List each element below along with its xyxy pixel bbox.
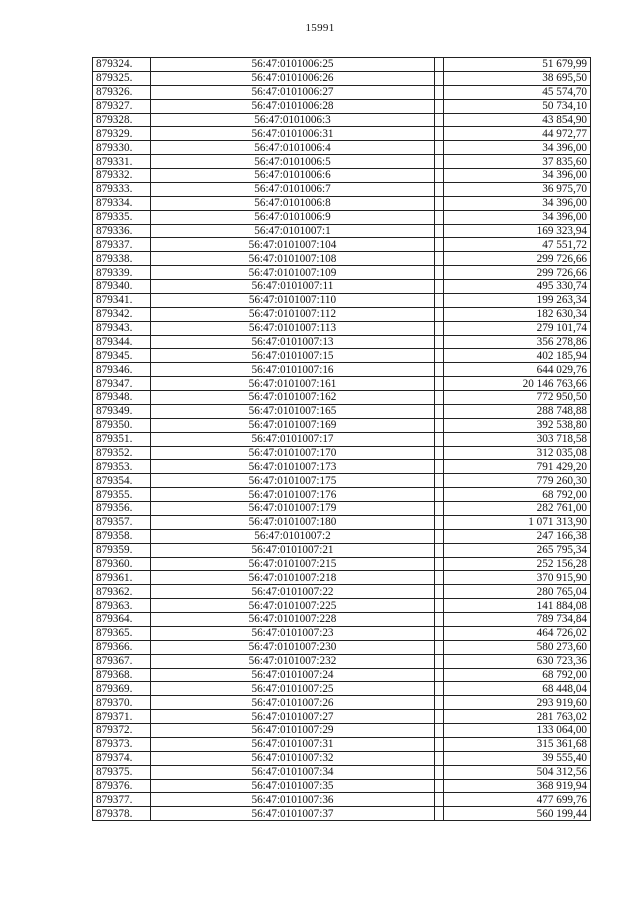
row-number-cell: 879337. xyxy=(93,238,151,252)
column-gap xyxy=(435,349,444,363)
cadastral-number-cell: 56:47:0101007:22 xyxy=(151,585,435,599)
table-row xyxy=(93,71,591,85)
column-gap xyxy=(435,252,444,266)
column-gap xyxy=(435,266,444,280)
cadastral-value-cell: 169 323,94 xyxy=(444,224,591,238)
row-number-cell: 879354. xyxy=(93,474,151,488)
cadastral-number-cell: 56:47:0101007:170 xyxy=(151,446,435,460)
column-gap xyxy=(435,155,444,169)
cadastral-value-cell: 477 699,76 xyxy=(444,793,591,807)
cadastral-value-cell: 43 854,90 xyxy=(444,113,591,127)
column-gap xyxy=(435,71,444,85)
table-row xyxy=(93,807,591,821)
cadastral-value-cell: 789 734,84 xyxy=(444,613,591,627)
table-row xyxy=(93,127,591,141)
table-row xyxy=(93,85,591,99)
table-row xyxy=(93,377,591,391)
column-gap xyxy=(435,460,444,474)
cadastral-value-cell: 464 726,02 xyxy=(444,626,591,640)
cadastral-number-cell: 56:47:0101007:175 xyxy=(151,474,435,488)
cadastral-value-table xyxy=(92,57,591,821)
column-gap xyxy=(435,280,444,294)
row-number-cell: 879363. xyxy=(93,599,151,613)
table-row xyxy=(93,543,591,557)
row-number-cell: 879326. xyxy=(93,85,151,99)
table-row xyxy=(93,737,591,751)
column-gap xyxy=(435,182,444,196)
row-number-cell: 879362. xyxy=(93,585,151,599)
table-row xyxy=(93,765,591,779)
column-gap xyxy=(435,210,444,224)
cadastral-number-cell: 56:47:0101006:27 xyxy=(151,85,435,99)
row-number-cell: 879328. xyxy=(93,113,151,127)
table-row xyxy=(93,557,591,571)
table-row xyxy=(93,502,591,516)
cadastral-value-cell: 288 748,88 xyxy=(444,404,591,418)
cadastral-value-cell: 34 396,00 xyxy=(444,169,591,183)
table-row xyxy=(93,571,591,585)
row-number-cell: 879378. xyxy=(93,807,151,821)
table-row xyxy=(93,654,591,668)
cadastral-number-cell: 56:47:0101007:31 xyxy=(151,737,435,751)
table-row xyxy=(93,335,591,349)
cadastral-number-cell: 56:47:0101006:4 xyxy=(151,141,435,155)
cadastral-number-cell: 56:47:0101007:215 xyxy=(151,557,435,571)
row-number-cell: 879341. xyxy=(93,293,151,307)
table-row xyxy=(93,238,591,252)
column-gap xyxy=(435,724,444,738)
cadastral-number-cell: 56:47:0101006:6 xyxy=(151,169,435,183)
cadastral-value-cell: 68 792,00 xyxy=(444,488,591,502)
row-number-cell: 879357. xyxy=(93,515,151,529)
table-row xyxy=(93,418,591,432)
column-gap xyxy=(435,807,444,821)
table-row xyxy=(93,613,591,627)
table-row xyxy=(93,224,591,238)
table-row xyxy=(93,515,591,529)
cadastral-number-cell: 56:47:0101007:161 xyxy=(151,377,435,391)
cadastral-number-cell: 56:47:0101006:8 xyxy=(151,196,435,210)
cadastral-number-cell: 56:47:0101007:37 xyxy=(151,807,435,821)
row-number-cell: 879344. xyxy=(93,335,151,349)
cadastral-number-cell: 56:47:0101006:26 xyxy=(151,71,435,85)
cadastral-number-cell: 56:47:0101007:173 xyxy=(151,460,435,474)
cadastral-value-cell: 299 726,66 xyxy=(444,252,591,266)
cadastral-number-cell: 56:47:0101007:27 xyxy=(151,710,435,724)
column-gap xyxy=(435,571,444,585)
cadastral-value-cell: 47 551,72 xyxy=(444,238,591,252)
column-gap xyxy=(435,793,444,807)
table-row xyxy=(93,446,591,460)
table-row xyxy=(93,58,591,72)
table-row xyxy=(93,99,591,113)
table-row xyxy=(93,252,591,266)
table-row xyxy=(93,404,591,418)
cadastral-value-cell: 392 538,80 xyxy=(444,418,591,432)
row-number-cell: 879340. xyxy=(93,280,151,294)
column-gap xyxy=(435,474,444,488)
cadastral-value-cell: 265 795,34 xyxy=(444,543,591,557)
column-gap xyxy=(435,113,444,127)
table-row xyxy=(93,779,591,793)
column-gap xyxy=(435,515,444,529)
row-number-cell: 879324. xyxy=(93,58,151,72)
row-number-cell: 879356. xyxy=(93,502,151,516)
column-gap xyxy=(435,321,444,335)
cadastral-number-cell: 56:47:0101007:35 xyxy=(151,779,435,793)
row-number-cell: 879334. xyxy=(93,196,151,210)
cadastral-number-cell: 56:47:0101007:26 xyxy=(151,696,435,710)
column-gap xyxy=(435,335,444,349)
cadastral-number-cell: 56:47:0101006:3 xyxy=(151,113,435,127)
table-row xyxy=(93,710,591,724)
cadastral-value-cell: 38 695,50 xyxy=(444,71,591,85)
row-number-cell: 879353. xyxy=(93,460,151,474)
table-row xyxy=(93,793,591,807)
cadastral-number-cell: 56:47:0101006:5 xyxy=(151,155,435,169)
cadastral-value-cell: 182 630,34 xyxy=(444,307,591,321)
cadastral-number-cell: 56:47:0101007:165 xyxy=(151,404,435,418)
column-gap xyxy=(435,446,444,460)
cadastral-number-cell: 56:47:0101007:232 xyxy=(151,654,435,668)
cadastral-value-cell: 282 761,00 xyxy=(444,502,591,516)
column-gap xyxy=(435,599,444,613)
row-number-cell: 879331. xyxy=(93,155,151,169)
cadastral-number-cell: 56:47:0101007:162 xyxy=(151,391,435,405)
cadastral-value-cell: 644 029,76 xyxy=(444,363,591,377)
cadastral-number-cell: 56:47:0101007:109 xyxy=(151,266,435,280)
cadastral-value-cell: 20 146 763,66 xyxy=(444,377,591,391)
column-gap xyxy=(435,557,444,571)
cadastral-value-cell: 133 064,00 xyxy=(444,724,591,738)
row-number-cell: 879365. xyxy=(93,626,151,640)
cadastral-value-cell: 247 166,38 xyxy=(444,529,591,543)
column-gap xyxy=(435,710,444,724)
cadastral-value-cell: 36 975,70 xyxy=(444,182,591,196)
table-row xyxy=(93,155,591,169)
column-gap xyxy=(435,238,444,252)
cadastral-number-cell: 56:47:0101006:25 xyxy=(151,58,435,72)
row-number-cell: 879350. xyxy=(93,418,151,432)
cadastral-value-cell: 1 071 313,90 xyxy=(444,515,591,529)
cadastral-number-cell: 56:47:0101007:104 xyxy=(151,238,435,252)
cadastral-value-cell: 779 260,30 xyxy=(444,474,591,488)
row-number-cell: 879333. xyxy=(93,182,151,196)
cadastral-number-cell: 56:47:0101007:228 xyxy=(151,613,435,627)
table-row xyxy=(93,280,591,294)
cadastral-value-cell: 356 278,86 xyxy=(444,335,591,349)
table-row xyxy=(93,321,591,335)
column-gap xyxy=(435,668,444,682)
cadastral-number-cell: 56:47:0101007:11 xyxy=(151,280,435,294)
cadastral-value-cell: 51 679,99 xyxy=(444,58,591,72)
column-gap xyxy=(435,502,444,516)
cadastral-value-cell: 630 723,36 xyxy=(444,654,591,668)
table-row xyxy=(93,668,591,682)
row-number-cell: 879349. xyxy=(93,404,151,418)
cadastral-number-cell: 56:47:0101007:34 xyxy=(151,765,435,779)
row-number-cell: 879377. xyxy=(93,793,151,807)
column-gap xyxy=(435,543,444,557)
row-number-cell: 879346. xyxy=(93,363,151,377)
table-row xyxy=(93,724,591,738)
cadastral-value-cell: 293 919,60 xyxy=(444,696,591,710)
row-number-cell: 879352. xyxy=(93,446,151,460)
column-gap xyxy=(435,127,444,141)
row-number-cell: 879336. xyxy=(93,224,151,238)
table-row xyxy=(93,432,591,446)
row-number-cell: 879325. xyxy=(93,71,151,85)
row-number-cell: 879372. xyxy=(93,724,151,738)
row-number-cell: 879351. xyxy=(93,432,151,446)
row-number-cell: 879376. xyxy=(93,779,151,793)
cadastral-number-cell: 56:47:0101007:25 xyxy=(151,682,435,696)
column-gap xyxy=(435,169,444,183)
cadastral-number-cell: 56:47:0101007:36 xyxy=(151,793,435,807)
column-gap xyxy=(435,682,444,696)
row-number-cell: 879368. xyxy=(93,668,151,682)
column-gap xyxy=(435,307,444,321)
cadastral-number-cell: 56:47:0101007:13 xyxy=(151,335,435,349)
row-number-cell: 879329. xyxy=(93,127,151,141)
row-number-cell: 879343. xyxy=(93,321,151,335)
cadastral-value-cell: 370 915,90 xyxy=(444,571,591,585)
column-gap xyxy=(435,640,444,654)
cadastral-number-cell: 56:47:0101007:180 xyxy=(151,515,435,529)
row-number-cell: 879367. xyxy=(93,654,151,668)
cadastral-value-cell: 303 718,58 xyxy=(444,432,591,446)
cadastral-value-cell: 68 792,00 xyxy=(444,668,591,682)
row-number-cell: 879339. xyxy=(93,266,151,280)
cadastral-value-cell: 252 156,28 xyxy=(444,557,591,571)
table-body xyxy=(93,58,591,821)
table-row xyxy=(93,751,591,765)
cadastral-number-cell: 56:47:0101006:9 xyxy=(151,210,435,224)
column-gap xyxy=(435,432,444,446)
row-number-cell: 879375. xyxy=(93,765,151,779)
column-gap xyxy=(435,751,444,765)
table-row xyxy=(93,349,591,363)
cadastral-value-cell: 141 884,08 xyxy=(444,599,591,613)
cadastral-value-cell: 495 330,74 xyxy=(444,280,591,294)
column-gap xyxy=(435,626,444,640)
column-gap xyxy=(435,85,444,99)
table-row xyxy=(93,141,591,155)
cadastral-value-cell: 299 726,66 xyxy=(444,266,591,280)
cadastral-value-cell: 279 101,74 xyxy=(444,321,591,335)
table-row xyxy=(93,307,591,321)
cadastral-value-cell: 772 950,50 xyxy=(444,391,591,405)
column-gap xyxy=(435,293,444,307)
row-number-cell: 879359. xyxy=(93,543,151,557)
cadastral-value-cell: 39 555,40 xyxy=(444,751,591,765)
cadastral-value-cell: 50 734,10 xyxy=(444,99,591,113)
table-row xyxy=(93,196,591,210)
column-gap xyxy=(435,363,444,377)
row-number-cell: 879364. xyxy=(93,613,151,627)
row-number-cell: 879345. xyxy=(93,349,151,363)
table-row xyxy=(93,363,591,377)
row-number-cell: 879348. xyxy=(93,391,151,405)
row-number-cell: 879366. xyxy=(93,640,151,654)
cadastral-number-cell: 56:47:0101007:113 xyxy=(151,321,435,335)
cadastral-number-cell: 56:47:0101007:16 xyxy=(151,363,435,377)
column-gap xyxy=(435,141,444,155)
column-gap xyxy=(435,585,444,599)
cadastral-value-cell: 315 361,68 xyxy=(444,737,591,751)
table-row xyxy=(93,529,591,543)
row-number-cell: 879361. xyxy=(93,571,151,585)
column-gap xyxy=(435,765,444,779)
cadastral-value-cell: 791 429,20 xyxy=(444,460,591,474)
cadastral-number-cell: 56:47:0101007:176 xyxy=(151,488,435,502)
cadastral-value-cell: 312 035,08 xyxy=(444,446,591,460)
cadastral-number-cell: 56:47:0101007:179 xyxy=(151,502,435,516)
row-number-cell: 879373. xyxy=(93,737,151,751)
cadastral-value-cell: 368 919,94 xyxy=(444,779,591,793)
column-gap xyxy=(435,196,444,210)
cadastral-value-cell: 34 396,00 xyxy=(444,210,591,224)
cadastral-value-cell: 34 396,00 xyxy=(444,196,591,210)
cadastral-number-cell: 56:47:0101007:29 xyxy=(151,724,435,738)
page-number: 15991 xyxy=(305,22,335,34)
row-number-cell: 879355. xyxy=(93,488,151,502)
cadastral-number-cell: 56:47:0101007:15 xyxy=(151,349,435,363)
table-row xyxy=(93,626,591,640)
row-number-cell: 879347. xyxy=(93,377,151,391)
table-row xyxy=(93,113,591,127)
cadastral-value-cell: 560 199,44 xyxy=(444,807,591,821)
row-number-cell: 879327. xyxy=(93,99,151,113)
table-row xyxy=(93,640,591,654)
row-number-cell: 879370. xyxy=(93,696,151,710)
row-number-cell: 879330. xyxy=(93,141,151,155)
column-gap xyxy=(435,58,444,72)
row-number-cell: 879332. xyxy=(93,169,151,183)
cadastral-value-cell: 580 273,60 xyxy=(444,640,591,654)
column-gap xyxy=(435,99,444,113)
column-gap xyxy=(435,391,444,405)
table-row xyxy=(93,460,591,474)
column-gap xyxy=(435,377,444,391)
cadastral-value-cell: 37 835,60 xyxy=(444,155,591,169)
row-number-cell: 879358. xyxy=(93,529,151,543)
cadastral-value-cell: 199 263,34 xyxy=(444,293,591,307)
row-number-cell: 879342. xyxy=(93,307,151,321)
table-row xyxy=(93,169,591,183)
cadastral-number-cell: 56:47:0101007:17 xyxy=(151,432,435,446)
cadastral-value-cell: 44 972,77 xyxy=(444,127,591,141)
column-gap xyxy=(435,613,444,627)
row-number-cell: 879360. xyxy=(93,557,151,571)
cadastral-number-cell: 56:47:0101007:230 xyxy=(151,640,435,654)
cadastral-number-cell: 56:47:0101006:7 xyxy=(151,182,435,196)
cadastral-number-cell: 56:47:0101007:1 xyxy=(151,224,435,238)
cadastral-number-cell: 56:47:0101007:21 xyxy=(151,543,435,557)
table-row xyxy=(93,293,591,307)
cadastral-value-cell: 281 763,02 xyxy=(444,710,591,724)
cadastral-value-cell: 68 448,04 xyxy=(444,682,591,696)
table-row xyxy=(93,210,591,224)
column-gap xyxy=(435,779,444,793)
cadastral-number-cell: 56:47:0101007:23 xyxy=(151,626,435,640)
column-gap xyxy=(435,654,444,668)
cadastral-number-cell: 56:47:0101007:32 xyxy=(151,751,435,765)
row-number-cell: 879371. xyxy=(93,710,151,724)
cadastral-number-cell: 56:47:0101006:31 xyxy=(151,127,435,141)
cadastral-value-cell: 45 574,70 xyxy=(444,85,591,99)
cadastral-number-cell: 56:47:0101007:2 xyxy=(151,529,435,543)
cadastral-number-cell: 56:47:0101007:169 xyxy=(151,418,435,432)
cadastral-value-cell: 402 185,94 xyxy=(444,349,591,363)
column-gap xyxy=(435,696,444,710)
cadastral-number-cell: 56:47:0101007:110 xyxy=(151,293,435,307)
row-number-cell: 879374. xyxy=(93,751,151,765)
table-row xyxy=(93,682,591,696)
row-number-cell: 879369. xyxy=(93,682,151,696)
cadastral-number-cell: 56:47:0101007:112 xyxy=(151,307,435,321)
row-number-cell: 879338. xyxy=(93,252,151,266)
table-row xyxy=(93,391,591,405)
table-row xyxy=(93,474,591,488)
cadastral-value-cell: 34 396,00 xyxy=(444,141,591,155)
column-gap xyxy=(435,404,444,418)
row-number-cell: 879335. xyxy=(93,210,151,224)
table-row xyxy=(93,585,591,599)
column-gap xyxy=(435,418,444,432)
table-row xyxy=(93,488,591,502)
table-row xyxy=(93,182,591,196)
column-gap xyxy=(435,224,444,238)
cadastral-number-cell: 56:47:0101007:218 xyxy=(151,571,435,585)
table-row xyxy=(93,696,591,710)
cadastral-number-cell: 56:47:0101007:24 xyxy=(151,668,435,682)
cadastral-number-cell: 56:47:0101006:28 xyxy=(151,99,435,113)
column-gap xyxy=(435,529,444,543)
column-gap xyxy=(435,737,444,751)
cadastral-number-cell: 56:47:0101007:225 xyxy=(151,599,435,613)
column-gap xyxy=(435,488,444,502)
cadastral-value-cell: 504 312,56 xyxy=(444,765,591,779)
table-row xyxy=(93,266,591,280)
cadastral-number-cell: 56:47:0101007:108 xyxy=(151,252,435,266)
table-row xyxy=(93,599,591,613)
cadastral-value-cell: 280 765,04 xyxy=(444,585,591,599)
